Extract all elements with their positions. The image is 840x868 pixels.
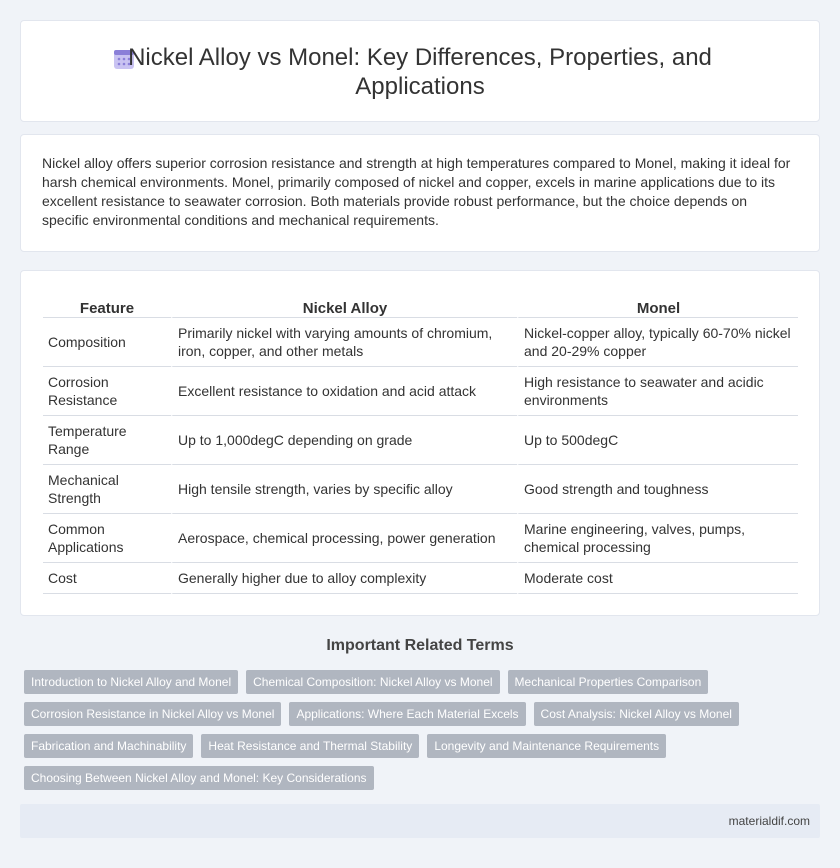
- header-nickel-alloy: Nickel Alloy: [171, 296, 517, 318]
- monel-cell: Nickel-copper alloy, typically 60-70% nickel and 20-29% copper: [517, 318, 798, 367]
- table-row: [43, 514, 798, 563]
- related-term-tag[interactable]: Choosing Between Nickel Alloy and Monel: Key Considerations: [24, 766, 374, 790]
- table-header-row: [43, 296, 798, 318]
- title-card: [20, 20, 820, 122]
- feature-cell: Composition: [43, 318, 171, 367]
- related-term-tag[interactable]: Cost Analysis: Nickel Alloy vs Monel: [534, 702, 739, 726]
- header-monel: Monel: [517, 296, 798, 318]
- footer: [20, 804, 820, 838]
- related-term-tag[interactable]: Mechanical Properties Comparison: [508, 670, 709, 694]
- feature-cell: Temperature Range: [43, 416, 171, 465]
- nickel-alloy-cell: Generally higher due to alloy complexity: [171, 563, 517, 594]
- intro-card: [20, 134, 820, 252]
- related-term-tag[interactable]: Corrosion Resistance in Nickel Alloy vs Monel: [24, 702, 281, 726]
- site-link[interactable]: materialdif.com: [728, 814, 810, 828]
- nickel-alloy-cell: Excellent resistance to oxidation and acid attack: [171, 367, 517, 416]
- feature-cell: Mechanical Strength: [43, 465, 171, 514]
- monel-cell: Marine engineering, valves, pumps, chemical processing: [517, 514, 798, 563]
- related-terms-tags: [24, 670, 814, 798]
- comparison-table: [43, 296, 798, 594]
- monel-cell: High resistance to seawater and acidic environments: [517, 367, 798, 416]
- nickel-alloy-cell: High tensile strength, varies by specific alloy: [171, 465, 517, 514]
- table-row: [43, 465, 798, 514]
- header-feature: Feature: [43, 296, 171, 318]
- related-term-tag[interactable]: Fabrication and Machinability: [24, 734, 193, 758]
- comparison-card: [20, 270, 820, 616]
- monel-cell: Good strength and toughness: [517, 465, 798, 514]
- related-term-tag[interactable]: Applications: Where Each Material Excels: [289, 702, 525, 726]
- nickel-alloy-cell: Up to 1,000degC depending on grade: [171, 416, 517, 465]
- feature-cell: Cost: [43, 563, 171, 594]
- table-row: [43, 563, 798, 594]
- table-row: [43, 318, 798, 367]
- feature-cell: Common Applications: [43, 514, 171, 563]
- table-row: [43, 367, 798, 416]
- related-term-tag[interactable]: Heat Resistance and Thermal Stability: [201, 734, 419, 758]
- nickel-alloy-cell: Aerospace, chemical processing, power generation: [171, 514, 517, 563]
- monel-cell: Moderate cost: [517, 563, 798, 594]
- related-term-tag[interactable]: Chemical Composition: Nickel Alloy vs Monel: [246, 670, 499, 694]
- feature-cell: Corrosion Resistance: [43, 367, 171, 416]
- page-title: Nickel Alloy vs Monel: Key Differences, Properties, and Applications: [128, 44, 712, 100]
- related-term-tag[interactable]: Introduction to Nickel Alloy and Monel: [24, 670, 238, 694]
- table-row: [43, 416, 798, 465]
- monel-cell: Up to 500degC: [517, 416, 798, 465]
- related-term-tag[interactable]: Longevity and Maintenance Requirements: [427, 734, 666, 758]
- nickel-alloy-cell: Primarily nickel with varying amounts of chromium, iron, copper, and other metals: [171, 318, 517, 367]
- intro-paragraph: Nickel alloy offers superior corrosion resistance and strength at high temperatures compared to Monel, making it ideal for harsh chemical environments. Monel, primarily composed of nickel and copper, excels in marine applications due to its excellent resistance to seawater corrosion. Both materials provide robust performance, but the choice depends on specific environmental conditions and mechanical requirements.: [42, 155, 791, 228]
- related-terms-title: Important Related Terms: [326, 637, 514, 654]
